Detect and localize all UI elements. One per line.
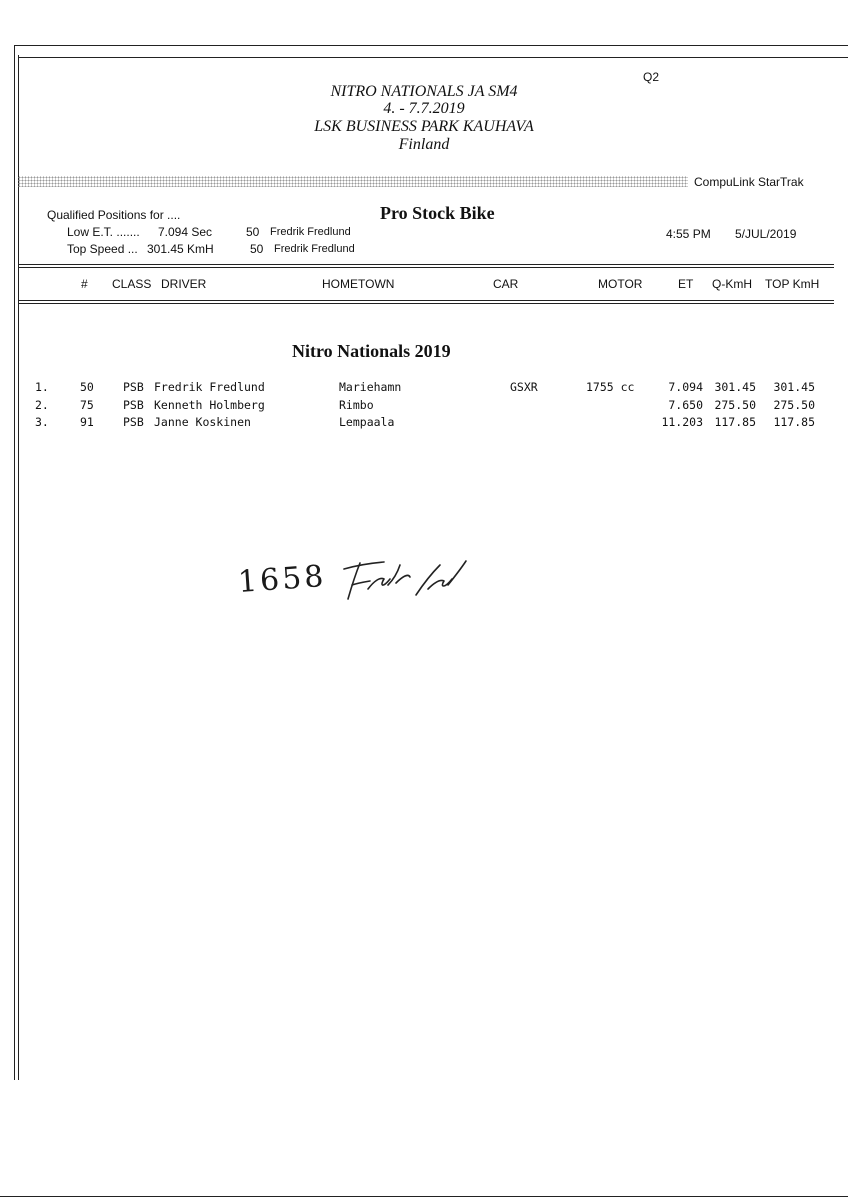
event-country: Finland [398,136,450,153]
column-header-bottom-line-2 [18,303,834,304]
row-class: PSB [123,398,144,412]
column-hometown: HOMETOWN [322,277,395,291]
frame-left-inner-line [18,55,19,1080]
top-speed-label: Top Speed ... [67,242,138,256]
row-top-kmh: 275.50 [773,398,815,412]
class-title: Pro Stock Bike [380,203,495,223]
row-qkmh: 117.85 [714,415,756,429]
column-class: CLASS [112,277,152,291]
frame-top-line [14,45,848,46]
row-et: 11.203 [661,415,703,429]
column-driver: DRIVER [161,277,207,291]
row-position: 3. [35,415,49,429]
row-hometown: Lempaala [339,415,395,429]
column-header-top-line-1 [18,264,834,265]
column-et: ET [678,277,694,291]
column-qkmh: Q-KmH [712,277,752,291]
column-car: CAR [493,277,519,291]
row-et: 7.650 [668,398,703,412]
column-num: # [81,277,88,291]
column-header-bottom-line-1 [18,300,834,301]
low-et-number: 50 [246,225,260,239]
row-driver: Fredrik Fredlund [154,380,265,394]
top-speed-value: 301.45 KmH [147,242,214,256]
row-driver: Kenneth Holmberg [154,398,265,412]
section-title: Nitro Nationals 2019 [292,341,451,361]
row-hometown: Rimbo [339,398,374,412]
row-position: 1. [35,380,49,394]
frame-left-line [14,45,15,1080]
sheet-code: Q2 [643,70,660,84]
row-top-kmh: 301.45 [773,380,815,394]
row-motor: 1755 cc [586,380,635,394]
row-class: PSB [123,415,144,429]
row-qkmh: 301.45 [714,380,756,394]
column-top-kmh: TOP KmH [765,277,820,291]
print-time: 4:55 PM [666,227,711,241]
system-label: CompuLink StarTrak [694,175,804,189]
event-dates: 4. - 7.7.2019 [383,100,465,117]
top-speed-number: 50 [250,242,264,256]
column-header-top-line-2 [18,267,834,268]
handwritten-note: 1658 [236,558,328,601]
row-top-kmh: 117.85 [773,415,815,429]
column-motor: MOTOR [598,277,643,291]
row-driver: Janne Koskinen [154,415,251,429]
row-number: 75 [80,398,94,412]
row-number: 50 [80,380,94,394]
row-position: 2. [35,398,49,412]
top-speed-driver: Fredrik Fredlund [274,243,355,255]
row-class: PSB [123,380,144,394]
low-et-value: 7.094 Sec [158,225,213,239]
event-venue: LSK BUSINESS PARK KAUHAVA [314,118,534,135]
row-number: 91 [80,415,94,429]
qualified-heading: Qualified Positions for .... [47,208,181,222]
low-et-driver: Fredrik Fredlund [270,226,351,238]
signature [338,555,478,605]
row-hometown: Mariehamn [339,380,402,394]
frame-top-inner-line [18,57,848,58]
event-title: NITRO NATIONALS JA SM4 [330,83,518,100]
row-car: GSXR [510,380,538,394]
frame-bottom-line [0,1196,848,1197]
row-qkmh: 275.50 [714,398,756,412]
print-date: 5/JUL/2019 [735,227,797,241]
row-et: 7.094 [668,380,703,394]
dotted-divider [18,176,688,187]
low-et-label: Low E.T. ....... [67,225,140,239]
